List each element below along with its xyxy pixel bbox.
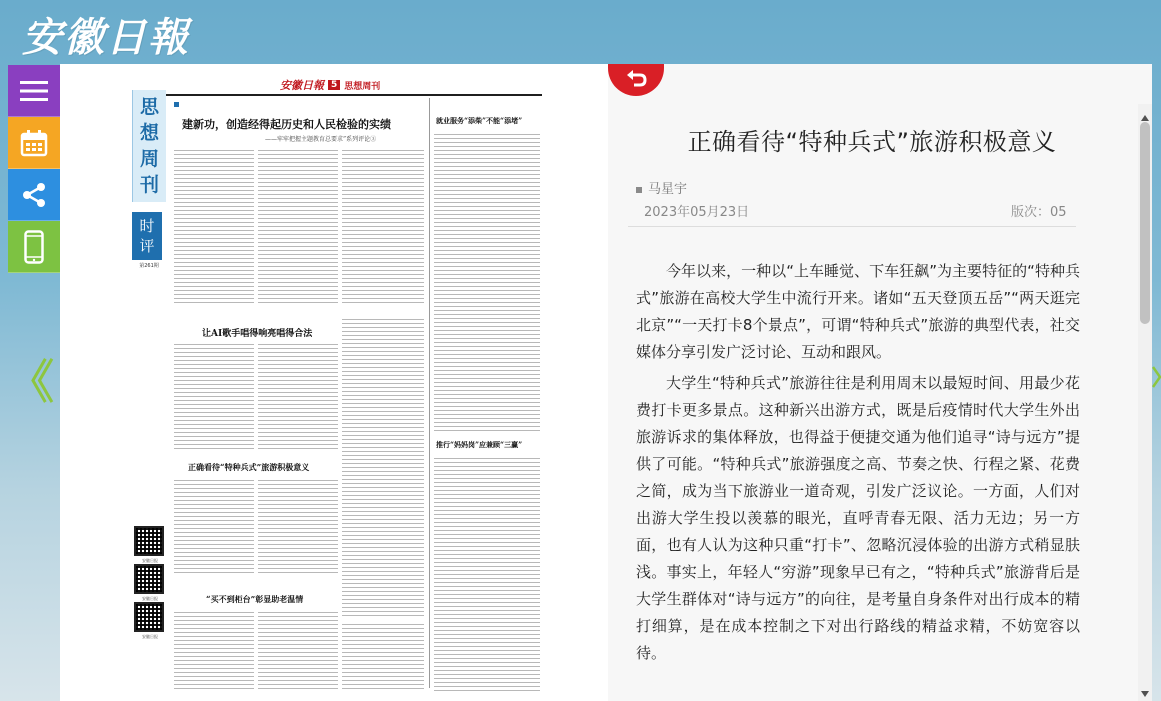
- article-title: 正确看待“特种兵式”旅游积极意义: [687, 128, 1057, 156]
- story-headline[interactable]: 建新功，创造经得起历史和人民检验的实绩: [182, 118, 391, 131]
- article-paragraph: 大学生“特种兵式”旅游往往是利用周末以最短时间、用最少花费打卡更多景点。这种新兴出游方式，既是后疫情时代大学生外出旅游诉求的集体释放，也得益于便捷交通为他们追寻“诗与远方”提供了可能。“特种兵式”旅游强度之高、节奏之快、行程之紧、花费之简，成为当下旅游业一道奇观，引发广泛议论。一方面，人们对出游大学生投以羡慕的眼光，直呼青春无限、活力无边；另一方面，也有人认为这种只重“打卡”、忽略沉浸体验的出游方式稍显肤浅。事实上，年轻人“穷游”现象早已有之，“特种兵式”旅游背后是大学生群体对“诗与远方”的向往，是考量自身条件对出行成本的精打细算，是在成本控制之下对出行路线的精益求精，不妨宽容以待。: [636, 374, 1080, 662]
- section-tag: [174, 102, 204, 108]
- calendar-button[interactable]: [8, 117, 60, 169]
- share-button[interactable]: [8, 169, 60, 221]
- article-edition: 版次：05: [1011, 205, 1067, 220]
- article-divider: [628, 226, 1076, 227]
- story-body: [174, 150, 254, 306]
- side-issue: 第261期: [139, 263, 159, 269]
- back-button[interactable]: [608, 64, 664, 96]
- calendar-icon: [20, 129, 48, 157]
- page-masthead: [280, 78, 380, 92]
- story-body: [434, 458, 540, 692]
- story-body: [258, 612, 338, 692]
- mobile-icon: [24, 230, 44, 264]
- chevron-right-icon: [1152, 362, 1161, 392]
- scroll-down-arrow[interactable]: [1140, 684, 1150, 694]
- article-panel: [608, 64, 1152, 701]
- article-paragraph: 今年以来，一种以“上车睡觉、下车狂飙”为主要特征的“特种兵式”旅游在高校大学生中流行开来。诸如“五天登顶五岳”“两天逛完北京”“一天打卡8个景点”，可谓“特种兵式”旅游的典型代表，社交媒体分享引发广泛讨论、互动和跟风。: [636, 262, 1080, 361]
- masthead-rule: [132, 94, 542, 96]
- qr-caption: 安徽日报: [142, 558, 158, 563]
- story-headline[interactable]: 让AI歌手唱得响亮唱得合法: [202, 329, 313, 339]
- page-number: 5: [328, 80, 340, 90]
- story-body: [174, 344, 254, 452]
- menu-button[interactable]: [8, 65, 60, 117]
- site-header: [0, 0, 1161, 64]
- qr-code: [134, 602, 164, 632]
- article-author: [636, 178, 687, 197]
- story-body: [258, 344, 338, 452]
- site-logo[interactable]: 安徽日報: [22, 14, 190, 61]
- qr-code: [134, 526, 164, 556]
- menu-icon: [20, 80, 48, 102]
- story-body: [174, 480, 254, 576]
- qr-code: [134, 564, 164, 594]
- side-tag: 时评: [132, 212, 162, 260]
- side-title: 思想周刊: [132, 90, 166, 202]
- story-body: [174, 612, 254, 692]
- newspaper-page[interactable]: [60, 64, 608, 701]
- story-body: [258, 480, 338, 576]
- story-headline[interactable]: 推行“妈妈岗”应兼顾“三赢”: [436, 440, 523, 449]
- next-page-arrow[interactable]: [1152, 362, 1161, 406]
- story-headline[interactable]: 就业服务“添柴”不能“添堵”: [436, 116, 523, 125]
- qr-caption: 安徽日报: [142, 596, 158, 601]
- article-body: [636, 258, 1080, 671]
- article-date: 2023年05月23日: [644, 205, 750, 220]
- caret-down-icon: [1140, 689, 1150, 699]
- mobile-button[interactable]: [8, 221, 60, 273]
- story-body: [342, 624, 424, 692]
- column-rule: [429, 98, 430, 688]
- author-name: 马星宇: [648, 182, 688, 197]
- story-subhead: ——牢牢把握主题教育总要求”系列评论③: [265, 136, 377, 143]
- story-body: [258, 150, 338, 306]
- story-headline[interactable]: “买不到柜台”彰显助老温情: [206, 594, 304, 604]
- story-body: [342, 150, 424, 306]
- scrollbar-thumb[interactable]: [1140, 122, 1150, 324]
- scroll-up-arrow[interactable]: [1140, 108, 1150, 118]
- page-name: 思想周刊: [344, 81, 381, 92]
- bullet-icon: [636, 187, 642, 193]
- qr-caption: 安徽日报: [142, 634, 158, 639]
- story-headline[interactable]: 正确看待“特种兵式”旅游积极意义: [188, 462, 310, 472]
- left-toolbar: [8, 65, 60, 273]
- story-body: [434, 134, 540, 432]
- story-body: [342, 319, 424, 619]
- return-arrow-icon: [624, 69, 648, 91]
- share-icon: [20, 181, 48, 209]
- previous-page-arrow[interactable]: 《: [8, 355, 54, 409]
- masthead-logo: 安徽日報: [280, 79, 324, 92]
